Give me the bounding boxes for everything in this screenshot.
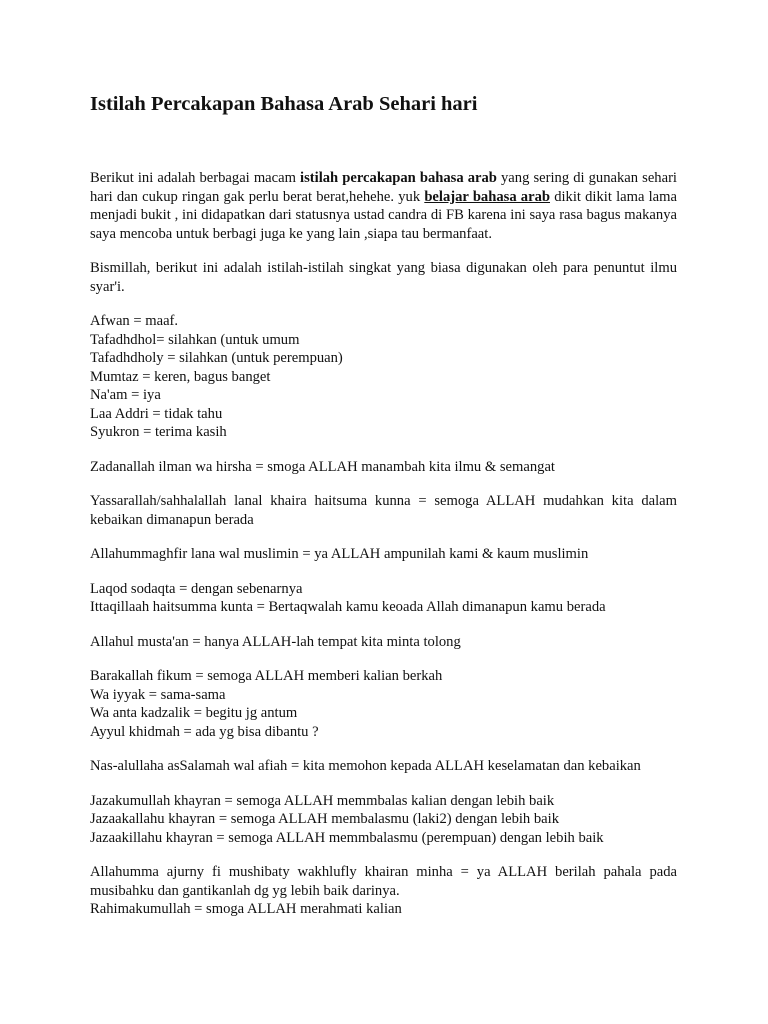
intro-paragraph (90, 169, 677, 243)
phrase-nas-alullaha: Nas-alullaha asSalamah wal afiah = kita memohon kepada ALLAH keselamatan dan kebaikan (90, 758, 641, 774)
phrase-rahimakumullah: Rahimakumullah = smoga ALLAH merahmati kalian (90, 901, 402, 917)
phrase-allahummaghfir: Allahummaghfir lana wal muslimin = ya ALLAH ampunilah kami & kaum muslimin (90, 546, 589, 562)
intro-text-3: dikit dikit lama lama menjadi bukit , ini didapatkan dari statusnya ustad candra di FB karena ini saya rasa bagus makanya saya mencoba untuk berbagi juga ke yang lain ,siapa tau bermanfaat. (90, 188, 677, 242)
glossary-item: Mumtaz = keren, bagus banget (90, 368, 271, 385)
phrase-allahumma-ajurny: Allahumma ajurny fi mushibaty wakhlufly khairan minha = ya ALLAH berilah pahala pada musibahku dan gantikanlah dg yg lebih baik darinya. (90, 864, 677, 899)
phrase-ittaqillaah: Ittaqillaah haitsumma kunta = Bertaqwalah kamu keoada Allah dimanapun kamu berada (90, 599, 606, 615)
intro-bold-phrase: istilah percakapan bahasa arab (300, 170, 497, 186)
intro-text-1: Berikut ini adalah berbagai macam (90, 170, 301, 186)
document-title: Istilah Percakapan Bahasa Arab Sehari hari (90, 93, 478, 115)
phrase-zadanallah: Zadanallah ilman wa hirsha = smoga ALLAH manambah kita ilmu & semangat (90, 458, 555, 475)
phrase-jazakumullah: Jazakumullah khayran = semoga ALLAH memmbalas kalian dengan lebih baik (90, 792, 555, 809)
glossary-item: Syukron = terima kasih (90, 424, 227, 440)
phrase-ayyul-khidmah: Ayyul khidmah = ada yg bisa dibantu ? (90, 723, 319, 740)
laqod-block (90, 580, 677, 617)
glossary-item: Laa Addri = tidak tahu (90, 405, 223, 422)
allahumma-block (90, 863, 677, 919)
glossary-block (90, 312, 677, 442)
phrase-barakallah: Barakallah fikum = semoga ALLAH memberi kalian berkah (90, 668, 443, 684)
phrase-allahul-mustaan: Allahul musta'an = hanya ALLAH-lah tempat kita minta tolong (90, 633, 461, 650)
document-body (90, 169, 677, 935)
phrase-wa-iyyak: Wa iyyak = sama-sama (90, 686, 226, 703)
glossary-item: Afwan = maaf. (90, 313, 179, 329)
glossary-item: Tafadhdhol= silahkan (untuk umum (90, 331, 300, 348)
phrase-laqod: Laqod sodaqta = dengan sebenarnya (90, 580, 303, 597)
belajar-bahasa-arab-link[interactable]: belajar bahasa arab (424, 188, 550, 205)
jazakumullah-block (90, 792, 677, 848)
intro-text-2: yang sering di gunakan sehari hari dan cukup ringan gak perlu berat berat,hehehe. yuk (90, 170, 677, 205)
glossary-item: Na'am = iya (90, 387, 161, 403)
glossary-item: Tafadhdholy = silahkan (untuk perempuan) (90, 350, 343, 366)
barakallah-block (90, 667, 677, 741)
phrase-yassarallah: Yassarallah/sahhalallah lanal khaira haitsuma kunna = semoga ALLAH mudahkan kita dalam kebaikan dimanapun berada (90, 493, 677, 528)
bismillah-paragraph: Bismillah, berikut ini adalah istilah-istilah singkat yang biasa digunakan oleh para penuntut ilmu syar'i. (90, 260, 677, 295)
phrase-jazaakillahu: Jazaakillahu khayran = semoga ALLAH memmbalasmu (perempuan) dengan lebih baik (90, 829, 604, 846)
phrase-jazaakallahu: Jazaakallahu khayran = semoga ALLAH membalasmu (laki2) dengan lebih baik (90, 811, 559, 827)
phrase-wa-anta: Wa anta kadzalik = begitu jg antum (90, 705, 298, 721)
